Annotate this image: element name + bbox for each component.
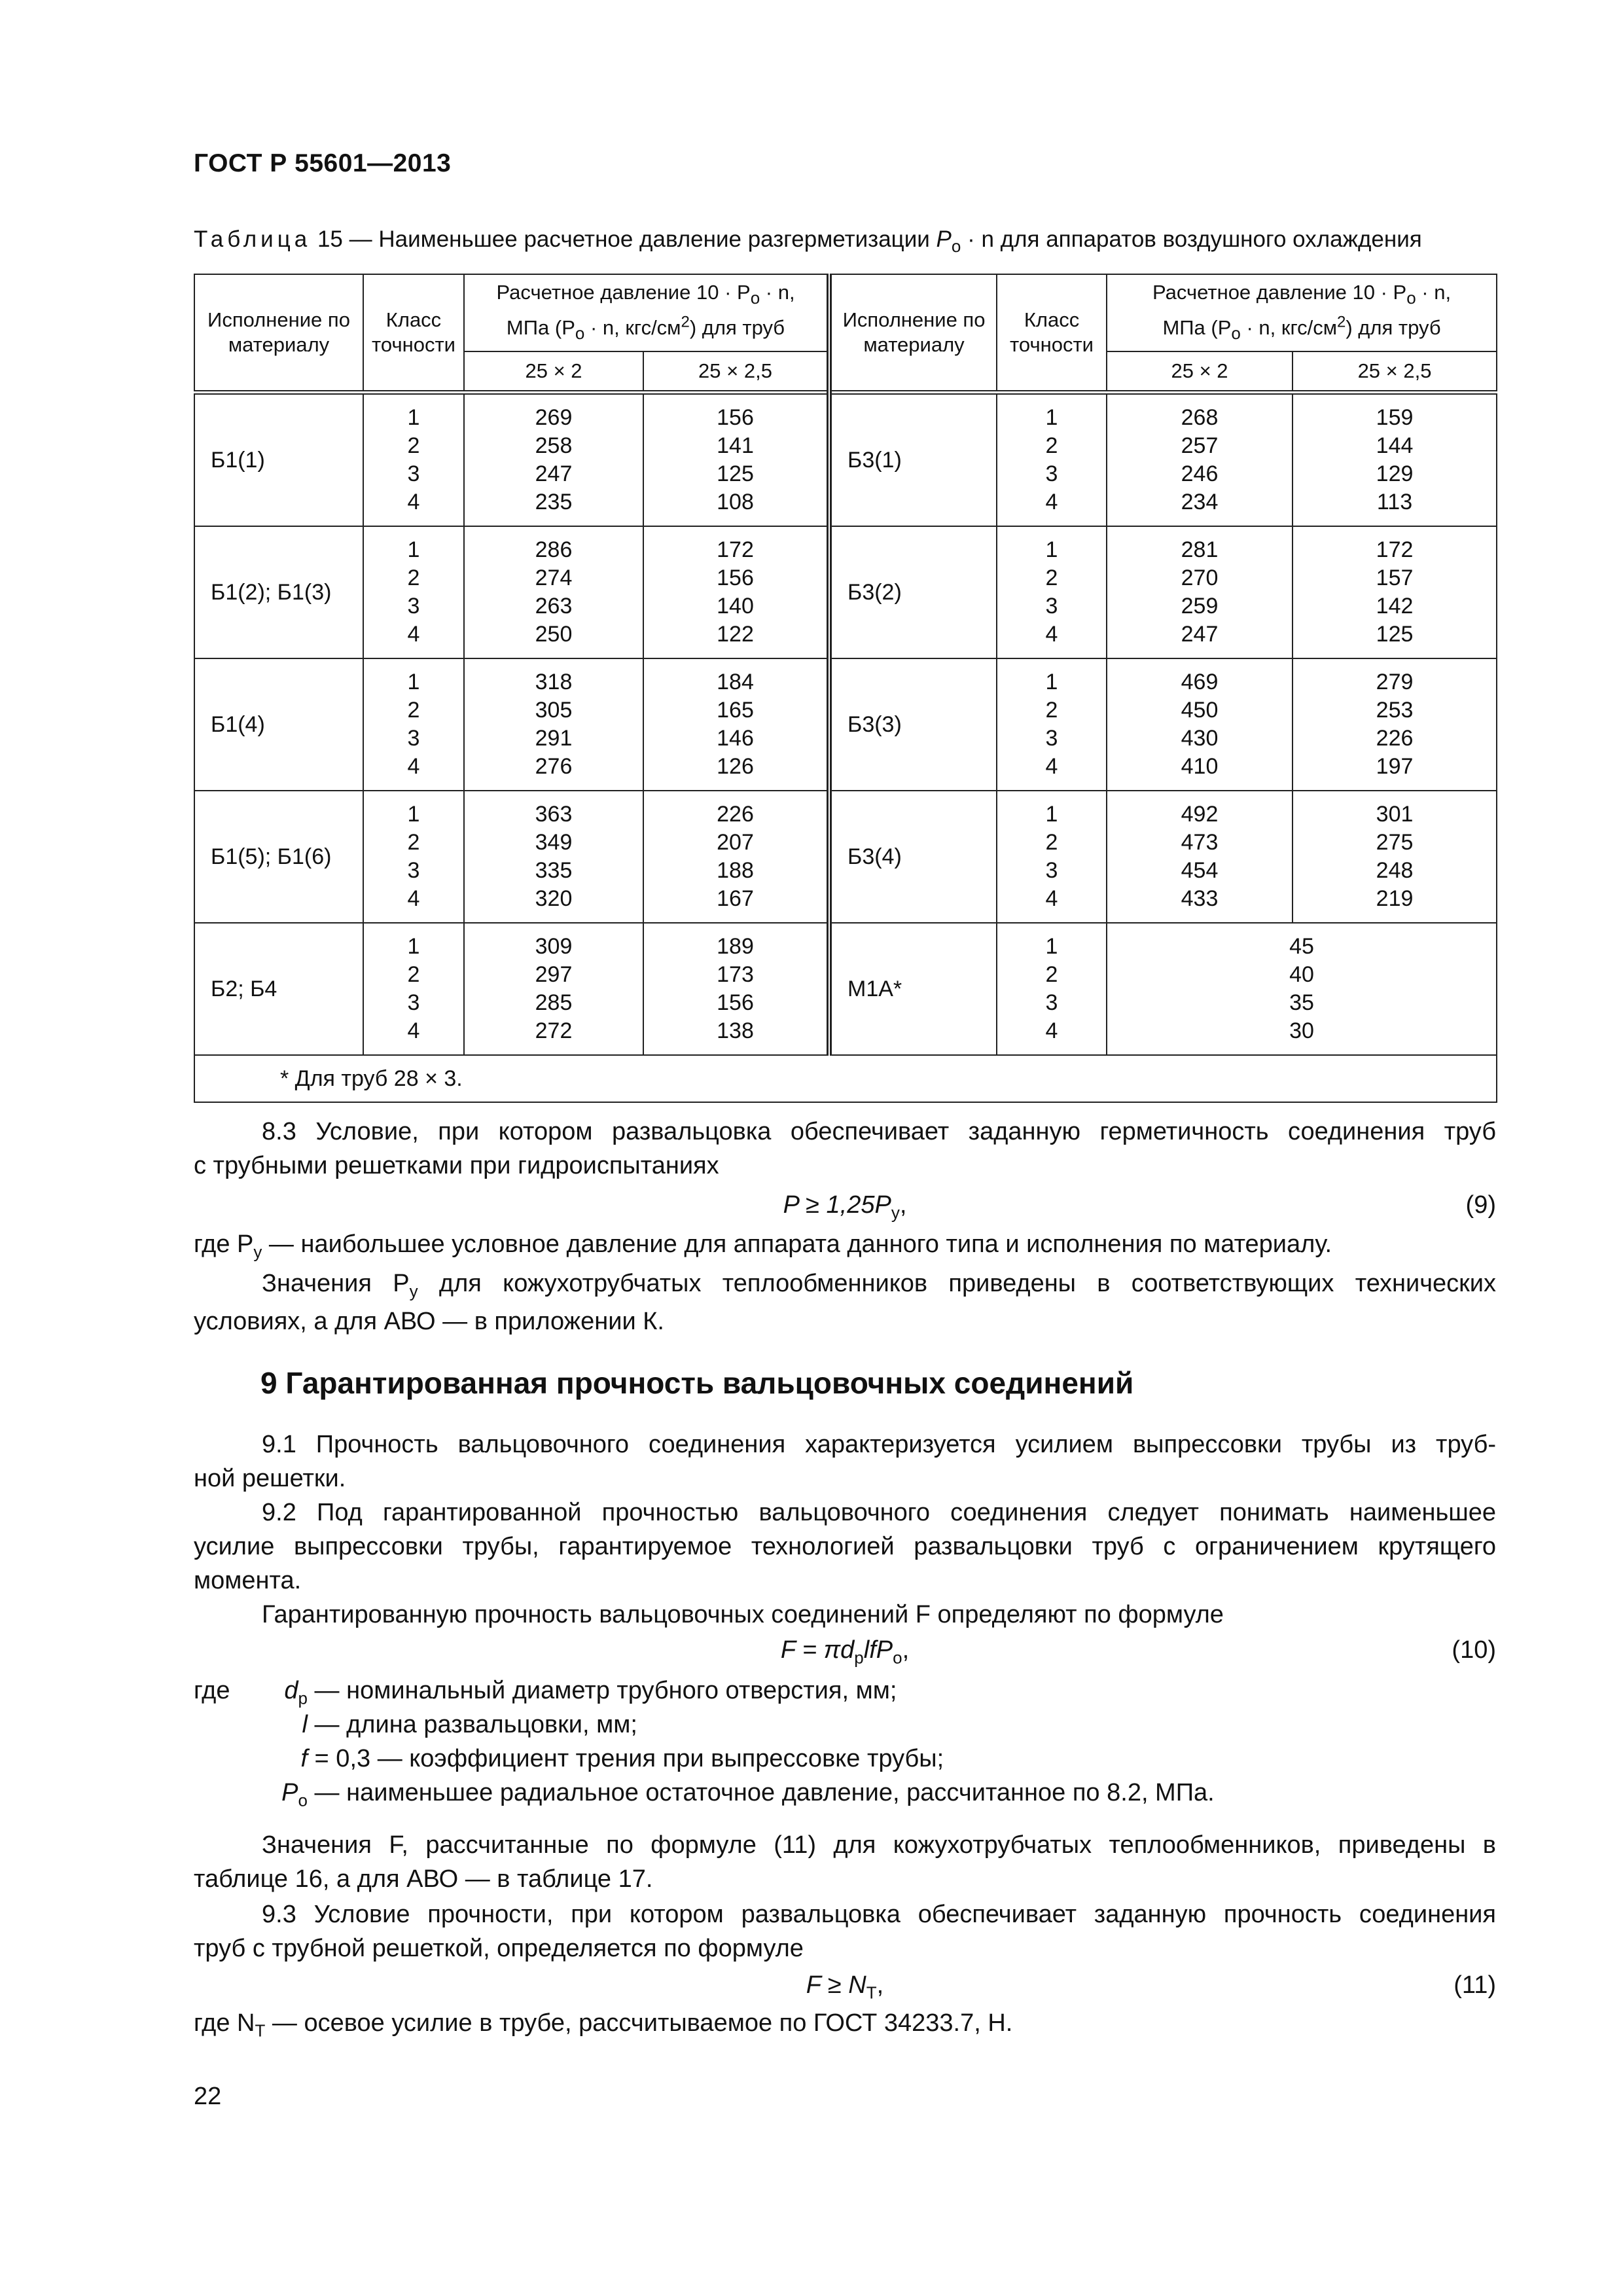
cell-value: 250 bbox=[535, 622, 573, 647]
class-cell bbox=[363, 658, 464, 791]
cell-value: 2 bbox=[1045, 962, 1058, 987]
cell-value: 492 bbox=[1181, 802, 1219, 827]
cell-value: 3 bbox=[407, 594, 420, 619]
cell-value: 3 bbox=[407, 858, 420, 883]
pressure-25x2-cell bbox=[464, 923, 643, 1055]
where-10-prefix: где bbox=[194, 1677, 230, 1704]
class-cell bbox=[997, 658, 1107, 791]
where-10-item: l — длина развальцовки, мм; bbox=[302, 1711, 637, 1738]
cell-value: 1 bbox=[407, 670, 420, 694]
cell-value: 257 bbox=[1181, 433, 1219, 458]
cell-value: 125 bbox=[1376, 622, 1414, 647]
pressure-25x2-cell bbox=[464, 526, 643, 658]
table-row bbox=[194, 393, 1497, 527]
formula-11-a: F ≥ N bbox=[806, 1971, 866, 1999]
material-cell: Б1(5); Б1(6) bbox=[194, 791, 363, 923]
material-cell: Б3(2) bbox=[829, 526, 997, 658]
formula-11-tail: , bbox=[876, 1971, 884, 1999]
cell-value: 172 bbox=[717, 537, 754, 562]
col-header-25x2-left: 25 × 2 bbox=[464, 351, 643, 393]
cell-value: 349 bbox=[535, 830, 573, 855]
cell-value: 2 bbox=[407, 962, 420, 987]
cell-value: 173 bbox=[717, 962, 754, 987]
clause-8-3-values-line1: Значения $P_у$ для кожухотрубчатых теплообменников приведены в соответствующих технических bbox=[262, 1270, 1496, 1301]
pressure-25x2-cell bbox=[1107, 791, 1293, 923]
formula-10-sub: p bbox=[854, 1647, 864, 1668]
formula-10-tail: , bbox=[902, 1636, 910, 1664]
cell-value: 3 bbox=[1045, 726, 1058, 751]
where-10-item: f = 0,3 — коэффициент трения при выпрессовке трубы; bbox=[300, 1745, 944, 1772]
cell-value: 45 bbox=[1289, 934, 1314, 959]
pressure-25x2-cell bbox=[1107, 658, 1293, 791]
cell-value: 1 bbox=[407, 802, 420, 827]
class-cell bbox=[363, 393, 464, 527]
cell-value: 2 bbox=[407, 830, 420, 855]
cell-value: 165 bbox=[717, 698, 754, 723]
cell-value: 167 bbox=[717, 886, 754, 911]
cell-value: 4 bbox=[407, 754, 420, 779]
cell-value: 156 bbox=[717, 565, 754, 590]
cell-value: 113 bbox=[1376, 490, 1413, 514]
cell-value: 2 bbox=[1045, 433, 1058, 458]
cell-value: 2 bbox=[1045, 698, 1058, 723]
pressure-25x2-cell bbox=[1107, 526, 1293, 658]
cell-value: 1 bbox=[1045, 405, 1058, 430]
formula-10-number: (10) bbox=[1452, 1636, 1496, 1664]
material-cell: Б3(3) bbox=[829, 658, 997, 791]
formula-9-text: P ≥ 1,25P bbox=[783, 1191, 891, 1219]
class-cell bbox=[363, 923, 464, 1055]
cell-value: 30 bbox=[1289, 1018, 1314, 1043]
cell-value: 138 bbox=[717, 1018, 754, 1043]
cell-value: 3 bbox=[407, 990, 420, 1015]
formula-11-number: (11) bbox=[1454, 1971, 1496, 1999]
cell-value: 248 bbox=[1376, 858, 1414, 883]
material-cell: Б2; Б4 bbox=[194, 923, 363, 1055]
cell-value: 297 bbox=[535, 962, 573, 987]
col-header-material-right: Исполнение по материалу bbox=[829, 274, 997, 393]
cell-value: 235 bbox=[535, 490, 573, 514]
document-code: ГОСТ Р 55601—2013 bbox=[194, 149, 452, 177]
cell-value: 1 bbox=[1045, 537, 1058, 562]
table-row bbox=[194, 526, 1497, 658]
cell-value: 318 bbox=[535, 670, 573, 694]
cell-value: 156 bbox=[717, 405, 754, 430]
table-caption-prefix: Таблица bbox=[194, 226, 312, 252]
material-cell: Б1(1) bbox=[194, 393, 363, 527]
cell-value: 433 bbox=[1181, 886, 1219, 911]
material-cell: Б3(4) bbox=[829, 791, 997, 923]
cell-value: 188 bbox=[717, 858, 754, 883]
pressure-25x2-5-cell bbox=[1293, 526, 1497, 658]
col-header-material-left: Исполнение по материалу bbox=[194, 274, 363, 393]
cell-value: 291 bbox=[535, 726, 573, 751]
cell-value: 1 bbox=[407, 537, 420, 562]
para-9-1-line2: ной решетки. bbox=[194, 1465, 346, 1492]
cell-value: 142 bbox=[1376, 594, 1414, 619]
cell-value: 450 bbox=[1181, 698, 1219, 723]
values-F-line2: таблице 16, а для АВО — в таблице 17. bbox=[194, 1865, 653, 1893]
pressure-25x2-5-cell bbox=[1293, 791, 1497, 923]
formula-9-tail: , bbox=[899, 1191, 907, 1219]
pressure-table bbox=[194, 274, 1497, 1103]
class-cell bbox=[997, 791, 1107, 923]
table-row bbox=[194, 791, 1497, 923]
cell-value: 4 bbox=[1045, 754, 1058, 779]
values-F-line1: Значения F, рассчитанные по формуле (11) для кожухотрубчатых теплообменников, приведены в bbox=[262, 1831, 1496, 1859]
where-10-item: $d_p$ — номинальный диаметр трубного отверстия, мм; bbox=[284, 1677, 897, 1708]
cell-value: 144 bbox=[1376, 433, 1414, 458]
cell-value: 276 bbox=[535, 754, 573, 779]
cell-value: 4 bbox=[407, 622, 420, 647]
cell-value: 253 bbox=[1376, 698, 1414, 723]
cell-value: 4 bbox=[1045, 886, 1058, 911]
cell-value: 172 bbox=[1376, 537, 1414, 562]
cell-value: 219 bbox=[1376, 886, 1414, 911]
cell-value: 263 bbox=[535, 594, 573, 619]
cell-value: 226 bbox=[1376, 726, 1414, 751]
para-9-2-line2: усилие выпрессовки трубы, гарантируемое технологией развальцовки труб с ограничением крутящего bbox=[194, 1533, 1496, 1560]
cell-value: 156 bbox=[717, 990, 754, 1015]
cell-value: 320 bbox=[535, 886, 573, 911]
material-cell: Б1(2); Б1(3) bbox=[194, 526, 363, 658]
cell-value: 157 bbox=[1376, 565, 1414, 590]
pressure-25x2-5-cell bbox=[643, 526, 829, 658]
cell-value: 270 bbox=[1181, 565, 1219, 590]
clause-8-3-line1: 8.3 Условие, при котором развальцовка обеспечивает заданную герметичность соединения труб bbox=[262, 1118, 1496, 1145]
cell-value: 3 bbox=[407, 726, 420, 751]
cell-value: 4 bbox=[407, 1018, 420, 1043]
pressure-25x2-5-cell bbox=[643, 658, 829, 791]
class-cell bbox=[363, 526, 464, 658]
clause-8-3-line2: с трубными решетками при гидроиспытаниях bbox=[194, 1152, 719, 1179]
class-cell bbox=[997, 923, 1107, 1055]
cell-value: 2 bbox=[407, 565, 420, 590]
formula-10-a: F = πd bbox=[780, 1636, 855, 1664]
class-cell bbox=[997, 526, 1107, 658]
cell-value: 268 bbox=[1181, 405, 1219, 430]
cell-value: 4 bbox=[1045, 622, 1058, 647]
caption-tail: · n для аппаратов воздушного охлаждения bbox=[961, 226, 1422, 252]
cell-value: 1 bbox=[407, 405, 420, 430]
where-10-item: $P_о$ — наименьшее радиальное остаточное давление, рассчитанное по 8.2, МПа. bbox=[281, 1779, 1215, 1810]
cell-value: 4 bbox=[407, 490, 420, 514]
material-cell: М1А* bbox=[829, 923, 997, 1055]
cell-value: 3 bbox=[1045, 858, 1058, 883]
para-9-3-line2: труб с трубной решеткой, определяется по формуле bbox=[194, 1935, 804, 1962]
cell-value: 301 bbox=[1376, 802, 1414, 827]
cell-value: 1 bbox=[1045, 802, 1058, 827]
col-header-25x2-right: 25 × 2 bbox=[1107, 351, 1293, 393]
cell-value: 3 bbox=[1045, 461, 1058, 486]
cell-value: 454 bbox=[1181, 858, 1219, 883]
clause-8-3-values-line2: условиях, а для АВО — в приложении К. bbox=[194, 1308, 664, 1335]
pressure-25x2-5-cell bbox=[643, 791, 829, 923]
col-header-25x2-5-right: 25 × 2,5 bbox=[1293, 351, 1497, 393]
cell-value: 430 bbox=[1181, 726, 1219, 751]
cell-value: 234 bbox=[1181, 490, 1219, 514]
formula-10-sub2: o bbox=[893, 1647, 902, 1668]
pressure-25x2-cell bbox=[464, 658, 643, 791]
page-number: 22 bbox=[194, 2083, 222, 2110]
cell-value: 40 bbox=[1289, 962, 1314, 987]
caption-symbol-sub: o bbox=[951, 236, 961, 256]
pressure-header-line1: Расчетное давление $10 \cdot P_о \cdot n$, bbox=[1152, 280, 1452, 308]
pressure-25x2-5-cell bbox=[1293, 658, 1497, 791]
para-9-2-line4: Гарантированную прочность вальцовочных соединений F определяют по формуле bbox=[262, 1601, 1224, 1628]
cell-value: 3 bbox=[407, 461, 420, 486]
pressure-25x2-5-cell bbox=[643, 393, 829, 527]
cell-value: 272 bbox=[535, 1018, 573, 1043]
cell-value: 140 bbox=[717, 594, 754, 619]
pressure-header-line2: МПа ($P_о \cdot n$, кгс/$см^2$) для труб bbox=[506, 313, 785, 344]
where-11: где $N_T$ — осевое усилие в трубе, рассчитываемое по ГОСТ 34233.7, Н. bbox=[194, 2009, 1013, 2041]
cell-value: 274 bbox=[535, 565, 573, 590]
table-row bbox=[194, 923, 1497, 1055]
material-cell: Б1(4) bbox=[194, 658, 363, 791]
cell-value: 275 bbox=[1376, 830, 1414, 855]
cell-value: 4 bbox=[407, 886, 420, 911]
table-row bbox=[194, 658, 1497, 791]
col-header-class-left: Класс точности bbox=[363, 274, 464, 393]
cell-value: 4 bbox=[1045, 490, 1058, 514]
cell-value: 184 bbox=[717, 670, 754, 694]
cell-value: 126 bbox=[717, 754, 754, 779]
col-header-class-right: Класс точности bbox=[997, 274, 1107, 393]
cell-value: 285 bbox=[535, 990, 573, 1015]
class-cell bbox=[997, 393, 1107, 527]
pressure-25x2-cell bbox=[1107, 393, 1293, 527]
cell-value: 279 bbox=[1376, 670, 1414, 694]
cell-value: 207 bbox=[717, 830, 754, 855]
pressure-merged-cell bbox=[1107, 923, 1497, 1055]
section-9-title: 9 Гарантированная прочность вальцовочных соединений bbox=[260, 1366, 1134, 1400]
cell-value: 286 bbox=[535, 537, 573, 562]
cell-value: 281 bbox=[1181, 537, 1219, 562]
cell-value: 3 bbox=[1045, 990, 1058, 1015]
cell-value: 410 bbox=[1181, 754, 1219, 779]
cell-value: 226 bbox=[717, 802, 754, 827]
cell-value: 2 bbox=[407, 433, 420, 458]
cell-value: 469 bbox=[1181, 670, 1219, 694]
cell-value: 125 bbox=[717, 461, 754, 486]
cell-value: 197 bbox=[1376, 754, 1414, 779]
cell-value: 108 bbox=[717, 490, 754, 514]
cell-value: 141 bbox=[717, 433, 754, 458]
table-caption-text: 15 — Наименьшее расчетное давление разгерметизации bbox=[317, 226, 930, 252]
caption-symbol: P bbox=[936, 226, 952, 252]
para-9-3-line1: 9.3 Условие прочности, при котором развальцовка обеспечивает заданную прочность соединения bbox=[262, 1901, 1496, 1928]
para-9-1-line1: 9.1 Прочность вальцовочного соединения характеризуется усилием выпрессовки трубы из труб- bbox=[262, 1431, 1496, 1458]
formula-9-number: (9) bbox=[1465, 1191, 1496, 1219]
col-header-pressure-right bbox=[1107, 274, 1497, 351]
cell-value: 1 bbox=[407, 934, 420, 959]
material-cell: Б3(1) bbox=[829, 393, 997, 527]
table-caption bbox=[194, 226, 1496, 257]
cell-value: 247 bbox=[1181, 622, 1219, 647]
formula-11-sub: T bbox=[866, 1982, 877, 2003]
cell-value: 2 bbox=[1045, 565, 1058, 590]
pressure-header-line1: Расчетное давление $10 \cdot P_о \cdot n$, bbox=[496, 280, 795, 308]
cell-value: 247 bbox=[535, 461, 573, 486]
pressure-25x2-cell bbox=[464, 791, 643, 923]
pressure-25x2-cell bbox=[464, 393, 643, 527]
para-9-2-line1: 9.2 Под гарантированной прочностью вальцовочного соединения следует понимать наименьшее bbox=[262, 1499, 1496, 1526]
cell-value: 258 bbox=[535, 433, 573, 458]
cell-value: 269 bbox=[535, 405, 573, 430]
cell-value: 1 bbox=[1045, 670, 1058, 694]
cell-value: 335 bbox=[535, 858, 573, 883]
cell-value: 246 bbox=[1181, 461, 1219, 486]
cell-value: 1 bbox=[1045, 934, 1058, 959]
cell-value: 473 bbox=[1181, 830, 1219, 855]
cell-value: 3 bbox=[1045, 594, 1058, 619]
cell-value: 129 bbox=[1376, 461, 1414, 486]
cell-value: 146 bbox=[717, 726, 754, 751]
cell-value: 122 bbox=[717, 622, 754, 647]
cell-value: 35 bbox=[1289, 990, 1314, 1015]
formula-10-b: lfP bbox=[863, 1636, 893, 1664]
cell-value: 2 bbox=[1045, 830, 1058, 855]
col-header-pressure-left bbox=[464, 274, 829, 351]
table-footnote: * Для труб 28 × 3. bbox=[194, 1055, 1497, 1102]
cell-value: 259 bbox=[1181, 594, 1219, 619]
clause-8-3-where: где $P_у$ — наибольшее условное давление для аппарата данного типа и исполнения по материалу. bbox=[194, 1230, 1332, 1262]
cell-value: 363 bbox=[535, 802, 573, 827]
class-cell bbox=[363, 791, 464, 923]
pressure-25x2-5-cell bbox=[643, 923, 829, 1055]
pressure-25x2-5-cell bbox=[1293, 393, 1497, 527]
pressure-header-line2: МПа ($P_о \cdot n$, кгс/$см^2$) для труб bbox=[1162, 313, 1441, 344]
formula-9-sub: у bbox=[891, 1202, 900, 1223]
cell-value: 189 bbox=[717, 934, 754, 959]
cell-value: 305 bbox=[535, 698, 573, 723]
col-header-25x2-5-left: 25 × 2,5 bbox=[643, 351, 829, 393]
cell-value: 4 bbox=[1045, 1018, 1058, 1043]
para-9-2-line3: момента. bbox=[194, 1567, 302, 1594]
cell-value: 159 bbox=[1376, 405, 1414, 430]
cell-value: 309 bbox=[535, 934, 573, 959]
cell-value: 2 bbox=[407, 698, 420, 723]
